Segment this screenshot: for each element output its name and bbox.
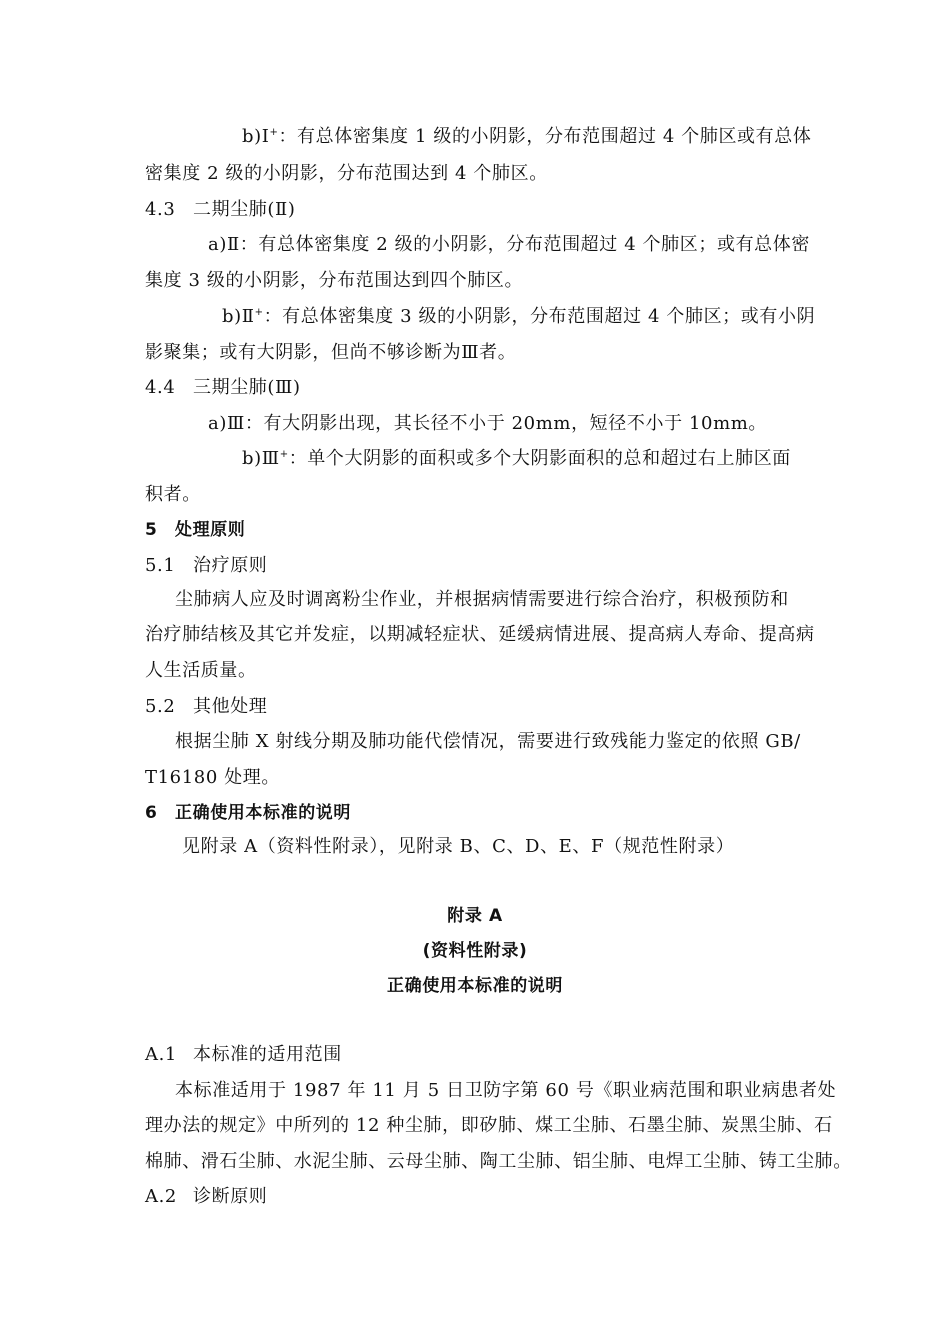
superscript: + bbox=[254, 307, 264, 318]
superscript: + bbox=[279, 449, 289, 460]
section-heading-5-2 bbox=[145, 696, 950, 718]
section-title: 二期尘肺(Ⅱ) bbox=[193, 199, 296, 220]
paragraph-line: 治疗肺结核及其它并发症，以期减轻症状、延缓病情进展、提高病人寿命、提高病 bbox=[145, 624, 815, 645]
paragraph-line: 集度 3 级的小阴影，分布范围达到四个肺区。 bbox=[145, 270, 524, 291]
section-heading-4-4 bbox=[145, 377, 950, 399]
paragraph-line: 理办法的规定》中所列的 12 种尘肺，即矽肺、煤工尘肺、石墨尘肺、炭黑尘肺、石 bbox=[145, 1115, 833, 1136]
section-title: 本标准的适用范围 bbox=[193, 1044, 342, 1065]
text-run: b)Ⅲ bbox=[242, 448, 280, 469]
text-run: ：有总体密集度 1 级的小阴影，分布范围超过 4 个肺区或有总体 bbox=[278, 126, 812, 147]
section-title: 正确使用本标准的说明 bbox=[175, 803, 351, 823]
section-number: A.2 bbox=[145, 1186, 177, 1207]
section-heading-5-1 bbox=[145, 555, 950, 577]
appendix-title: 附录 A bbox=[447, 906, 503, 926]
section-title: 其他处理 bbox=[193, 696, 268, 717]
paragraph-line: 积者。 bbox=[145, 484, 201, 505]
section-heading-a1 bbox=[145, 1044, 950, 1066]
paragraph-line: a)Ⅲ：有大阴影出现，其长径不小于 20mm，短径不小于 10mm。 bbox=[208, 413, 768, 434]
section-title: 诊断原则 bbox=[193, 1186, 268, 1207]
paragraph-line bbox=[242, 448, 950, 470]
section-number: 4.3 bbox=[145, 199, 176, 220]
section-number: A.1 bbox=[145, 1044, 177, 1065]
paragraph-line: 尘肺病人应及时调离粉尘作业，并根据病情需要进行综合治疗，积极预防和 bbox=[175, 589, 789, 610]
text-run: b)Ⅱ bbox=[222, 306, 255, 327]
section-heading-6 bbox=[145, 802, 950, 824]
paragraph-line: 根据尘肺 X 射线分期及肺功能代偿情况，需要进行致残能力鉴定的依照 GB/ bbox=[175, 731, 801, 752]
section-number: 5.2 bbox=[145, 696, 176, 717]
section-number: 5 bbox=[145, 520, 158, 540]
paragraph-line: 密集度 2 级的小阴影，分布范围达到 4 个肺区。 bbox=[145, 163, 548, 184]
paragraph-line: 影聚集；或有大阴影，但尚不够诊断为Ⅲ者。 bbox=[145, 342, 517, 363]
paragraph-line: a)Ⅱ：有总体密集度 2 级的小阴影，分布范围超过 4 个肺区；或有总体密 bbox=[208, 234, 810, 255]
paragraph-line: 本标准适用于 1987 年 11 月 5 日卫防字第 60 号《职业病范围和职业病患者处 bbox=[175, 1080, 837, 1101]
section-heading-5 bbox=[145, 519, 950, 541]
paragraph-line: 见附录 A（资料性附录），见附录 B、C、D、E、F（规范性附录） bbox=[182, 836, 735, 857]
appendix-name: 正确使用本标准的说明 bbox=[387, 976, 563, 996]
section-number: 6 bbox=[145, 803, 158, 823]
section-title: 三期尘肺(Ⅲ) bbox=[193, 377, 301, 398]
text-run: ：有总体密集度 3 级的小阴影，分布范围超过 4 个肺区；或有小阴 bbox=[263, 306, 816, 327]
paragraph-line bbox=[242, 126, 950, 148]
text-run: ：单个大阴影的面积或多个大阴影面积的总和超过右上肺区面 bbox=[288, 448, 791, 469]
text-run: b)Ⅰ bbox=[242, 126, 270, 147]
superscript: + bbox=[269, 127, 279, 138]
section-title: 处理原则 bbox=[175, 520, 246, 540]
section-number: 4.4 bbox=[145, 377, 176, 398]
paragraph-line: 棉肺、滑石尘肺、水泥尘肺、云母尘肺、陶工尘肺、铝尘肺、电焊工尘肺、铸工尘肺。 bbox=[145, 1151, 852, 1172]
paragraph-line: T16180 处理。 bbox=[145, 767, 280, 788]
section-title: 治疗原则 bbox=[193, 555, 268, 576]
section-heading-4-3 bbox=[145, 199, 950, 221]
section-heading-a2 bbox=[145, 1186, 950, 1208]
section-number: 5.1 bbox=[145, 555, 176, 576]
appendix-subtitle: (资料性附录) bbox=[422, 941, 528, 961]
paragraph-line: 人生活质量。 bbox=[145, 660, 257, 681]
paragraph-line bbox=[222, 306, 950, 328]
